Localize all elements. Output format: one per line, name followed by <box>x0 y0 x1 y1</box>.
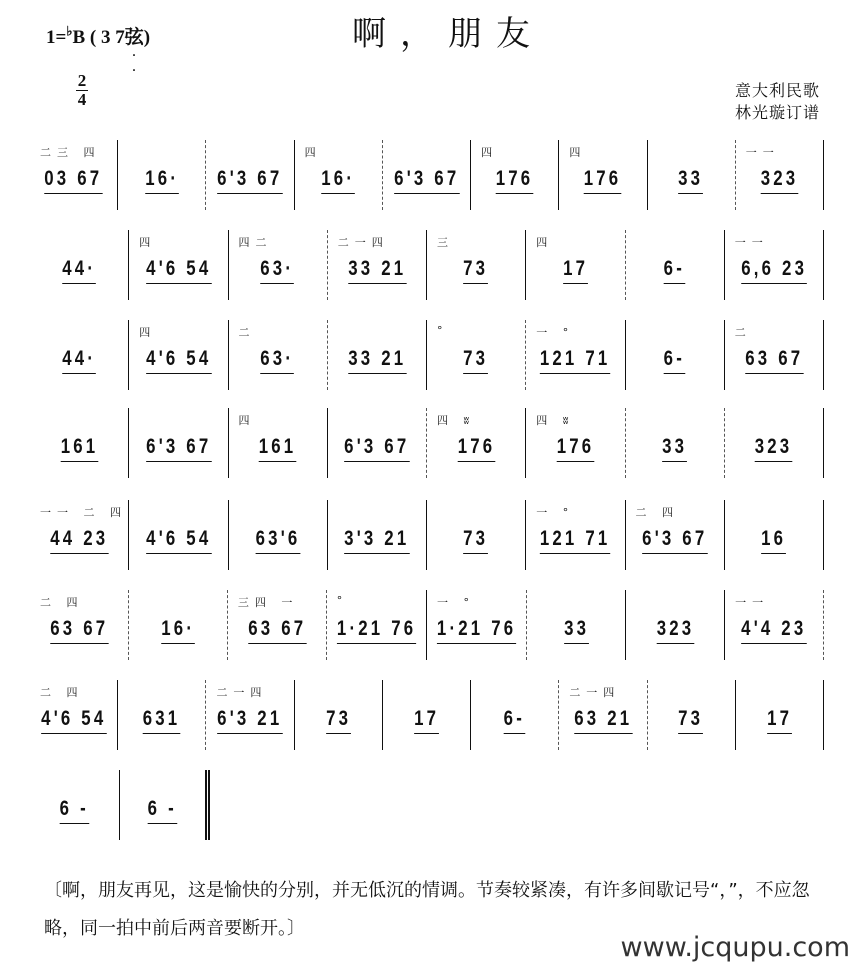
measure <box>328 230 427 300</box>
notes: 6 - <box>148 797 177 824</box>
measure <box>129 408 228 478</box>
notes: 121 71 <box>540 527 611 554</box>
measure <box>526 230 625 300</box>
notes: 33 <box>564 617 589 644</box>
fingering: 四 <box>481 146 499 159</box>
notes: 161 <box>259 435 297 462</box>
measure <box>725 500 824 570</box>
notes: 6'3 67 <box>344 435 409 462</box>
measure <box>526 408 625 478</box>
measure <box>328 320 427 390</box>
notes: 73 <box>464 257 489 284</box>
measure <box>427 500 526 570</box>
notes: 33 21 <box>348 347 406 374</box>
measure <box>526 320 625 390</box>
measure <box>471 140 559 210</box>
measure <box>427 408 526 478</box>
fingering: 二三 四 <box>40 146 101 159</box>
notes: 63· <box>261 257 295 284</box>
notes: 3'3 21 <box>344 527 409 554</box>
notes: 44· <box>62 257 96 284</box>
measure <box>736 680 824 750</box>
fingering: 二 <box>238 326 256 339</box>
fingering: 一 ° <box>437 596 475 609</box>
notes: 6'3 67 <box>394 167 459 194</box>
measure <box>383 680 471 750</box>
fingering: ° <box>336 594 349 607</box>
measure <box>648 140 736 210</box>
notes: 73 <box>679 707 704 734</box>
notes: 6- <box>664 257 685 284</box>
measure <box>129 320 228 390</box>
tuning: ( 3 7弦) <box>89 27 151 48</box>
measure <box>295 140 383 210</box>
meter-bottom: 4 <box>77 90 87 109</box>
key-signature <box>46 22 151 77</box>
fingering: 二 四 <box>40 596 84 609</box>
measure <box>527 590 626 660</box>
notes: 161 <box>60 435 98 462</box>
fingering: ° <box>437 324 449 337</box>
notes: 44 23 <box>50 527 108 554</box>
notes: 121 71 <box>540 347 611 374</box>
page-title: 啊，朋友 <box>352 14 544 54</box>
notes: 6 - <box>60 797 89 824</box>
fingering: 一一 <box>735 596 770 609</box>
notes: 6- <box>504 707 525 734</box>
fingering: 四 <box>139 236 157 249</box>
notes: 6'3 21 <box>217 707 282 734</box>
notes: 63 67 <box>50 617 108 644</box>
measure <box>30 680 118 750</box>
notes: 17 <box>563 257 588 284</box>
measure <box>120 770 210 840</box>
measure <box>229 500 328 570</box>
measure <box>30 140 118 210</box>
fingering: 四二 <box>238 236 273 249</box>
notes: 176 <box>584 167 622 194</box>
measure <box>427 320 526 390</box>
notes: 16· <box>321 167 355 194</box>
key-prefix: 1= <box>46 27 67 48</box>
measure <box>229 408 328 478</box>
notes: 73 <box>464 527 489 554</box>
fingering: 四 <box>569 146 587 159</box>
notes: 17 <box>767 707 792 734</box>
time-signature <box>76 72 88 109</box>
notes: 03 67 <box>45 167 103 194</box>
measure <box>129 230 228 300</box>
notes: 73 <box>326 707 351 734</box>
notes: 1·21 76 <box>437 617 516 644</box>
fingering: 二一四 <box>216 686 268 699</box>
meter-top: 2 <box>77 71 87 90</box>
notes: 176 <box>496 167 534 194</box>
notes: 176 <box>457 435 495 462</box>
notes: 6- <box>664 347 685 374</box>
measure <box>206 140 294 210</box>
fingering: 二一四 <box>337 236 389 249</box>
notes: 6'3 67 <box>217 167 282 194</box>
notes: 176 <box>557 435 595 462</box>
measure <box>30 230 129 300</box>
measure <box>427 230 526 300</box>
notes: 63 21 <box>574 707 632 734</box>
notes: 323 <box>761 167 799 194</box>
fingering: 三四 一 <box>237 596 299 609</box>
measure <box>626 590 725 660</box>
measure <box>471 680 559 750</box>
measure <box>648 680 736 750</box>
fingering: 三 <box>437 236 454 249</box>
key-note: B <box>72 27 86 48</box>
measure <box>228 590 327 660</box>
notes: 16· <box>161 617 195 644</box>
notes: 4'6 54 <box>41 707 106 734</box>
measure <box>118 680 206 750</box>
measure <box>328 500 427 570</box>
notes: 63'6 <box>255 527 300 554</box>
fingering: 一一 二 四 <box>40 506 127 519</box>
measure <box>626 230 725 300</box>
measure <box>129 500 228 570</box>
measure <box>206 680 294 750</box>
notes: 73 <box>464 347 489 374</box>
fingering: 二 四 <box>635 506 679 519</box>
flat-sign: ♭ <box>66 23 73 39</box>
fingering: 四 <box>139 326 157 339</box>
notes: 63 67 <box>745 347 803 374</box>
measure <box>736 140 824 210</box>
measure <box>526 500 625 570</box>
measure <box>30 320 129 390</box>
notes: 16· <box>145 167 179 194</box>
fingering: 四 <box>304 146 322 159</box>
measure <box>725 590 824 660</box>
notes: 4'4 23 <box>741 617 806 644</box>
measure <box>30 770 120 840</box>
measure <box>626 320 725 390</box>
measure <box>118 140 206 210</box>
measure <box>30 590 129 660</box>
fingering: 一 ° <box>536 326 575 339</box>
notes: 17 <box>414 707 439 734</box>
fingering: 四 <box>238 414 256 427</box>
fingering: 一一 <box>745 146 780 159</box>
measure <box>327 590 427 660</box>
measure <box>295 680 383 750</box>
score-row <box>30 230 824 300</box>
measure <box>725 320 824 390</box>
fingering: 二 四 <box>40 686 84 699</box>
tuning-dots: · · <box>132 48 145 77</box>
measure <box>427 590 527 660</box>
measure <box>129 590 228 660</box>
notes: 6'3 67 <box>146 435 211 462</box>
fingering: 二 <box>734 326 752 339</box>
notes: 4'6 54 <box>146 257 211 284</box>
fingering: 一一 <box>734 236 769 249</box>
notes: 16 <box>761 527 786 554</box>
notes: 33 <box>679 167 704 194</box>
arranger-credit: 林光璇订谱 <box>734 103 820 122</box>
notes: 1·21 76 <box>337 617 416 644</box>
fingering: 四 ʬ <box>536 414 575 427</box>
notes: 63 67 <box>248 617 306 644</box>
notes: 33 <box>662 435 687 462</box>
measure <box>328 408 427 478</box>
fingering: 二一四 <box>569 686 621 699</box>
fingering: 一 ° <box>536 506 575 519</box>
measure <box>30 500 129 570</box>
measure <box>30 408 129 478</box>
notes: 33 21 <box>348 257 406 284</box>
score-row <box>30 590 824 660</box>
measure <box>725 230 824 300</box>
notes: 631 <box>143 707 181 734</box>
notes: 63· <box>261 347 295 374</box>
fingering: 四 <box>536 236 554 249</box>
score-row <box>30 500 824 570</box>
measure <box>229 320 328 390</box>
notes: 6'3 67 <box>642 527 707 554</box>
notes: 4'6 54 <box>146 347 211 374</box>
measure <box>229 230 328 300</box>
measure <box>626 500 725 570</box>
notes: 323 <box>755 435 793 462</box>
score-row <box>30 770 824 840</box>
notes: 4'6 54 <box>146 527 211 554</box>
notes: 323 <box>656 617 694 644</box>
measure <box>559 140 647 210</box>
origin-credit: 意大利民歌 <box>734 81 820 100</box>
notes: 44· <box>62 347 96 374</box>
score-row <box>30 320 824 390</box>
fingering: 四 ʬ <box>437 414 476 427</box>
measure <box>725 408 824 478</box>
performance-note: 〔啊，朋友再见，这是愉快的分别，并无低沉的情调。节奏较紧凑，有许多间歇记号“，”，不应忽略，同一拍中前后两音要断开。〕 <box>44 880 810 939</box>
watermark: www.jcqupu.com <box>620 932 850 963</box>
measure <box>559 680 647 750</box>
score-row <box>30 680 824 750</box>
score-row <box>30 408 824 478</box>
measure <box>383 140 471 210</box>
score-row <box>30 140 824 210</box>
notes: 6,6 23 <box>741 257 807 284</box>
measure <box>626 408 725 478</box>
